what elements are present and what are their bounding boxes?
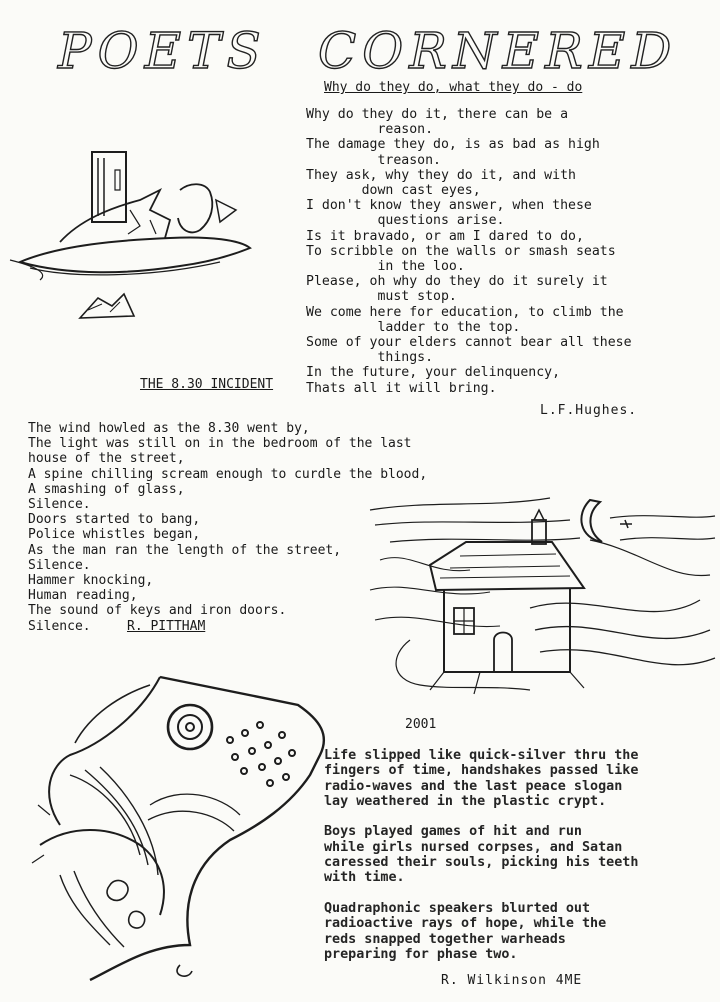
- poem-line: The light was still on in the bedroom of the last: [28, 436, 412, 452]
- poem-line: The damage they do, is as bad as high: [306, 137, 600, 153]
- poem-line: must stop.: [306, 289, 457, 305]
- poem-two-author: R. PITTHAM: [127, 619, 206, 634]
- poem-line: The sound of keys and iron doors.: [28, 603, 287, 619]
- poem-line: [324, 809, 638, 824]
- poem-line: [324, 886, 638, 901]
- poem-line: Boys played games of hit and run: [324, 824, 582, 840]
- headline-left: POETS: [58, 22, 267, 80]
- poem-one-author: L.F.Hughes.: [540, 403, 638, 418]
- poem-line: lay weathered in the plastic crypt.: [324, 793, 607, 809]
- poem-three-author: R. Wilkinson 4ME: [441, 973, 583, 988]
- poem-line: I don't know they answer, when these: [306, 198, 592, 214]
- poem-line: Police whistles began,: [28, 527, 201, 543]
- poem-line: To scribble on the walls or smash seats: [306, 243, 616, 259]
- poem-line: A spine chilling scream enough to curdle the blood,: [28, 466, 428, 482]
- poem-line: Silence.: [28, 497, 91, 513]
- poem-line: As the man ran the length of the street,: [28, 542, 342, 558]
- poem-two-title: THE 8.30 INCIDENT: [140, 377, 274, 392]
- poem-line: Is it bravado, or am I dared to do,: [306, 228, 584, 244]
- smashed-seat-sketch: [0, 150, 260, 330]
- abstract-ink-drawing: [30, 675, 350, 985]
- poem-line: Silence.: [28, 618, 91, 634]
- house-at-night-sketch: [370, 480, 715, 710]
- poem-line: Please, oh why do they do it surely it: [306, 274, 608, 290]
- poem-line: reds snapped together warheads: [324, 931, 566, 947]
- poem-line: We come here for education, to climb the: [306, 304, 624, 320]
- poem-line: Doors started to bang,: [28, 512, 201, 528]
- poem-line: A smashing of glass,: [28, 481, 185, 497]
- poem-line: radioactive rays of hope, while the: [324, 916, 607, 932]
- poem-one-title: Why do they do, what they do - do: [324, 80, 583, 95]
- headline-right: CORNERED: [318, 22, 678, 80]
- poem-line: reason.: [306, 122, 434, 138]
- poem-line: while girls nursed corpses, and Satan: [324, 839, 623, 855]
- poem-three-body: [324, 748, 638, 962]
- poem-line: ladder to the top.: [306, 319, 521, 335]
- poem-line: Thats all it will bring.: [306, 380, 497, 396]
- poem-line: with time.: [324, 870, 405, 886]
- poem-line: Human reading,: [28, 588, 138, 604]
- poem-line: in the loo.: [306, 259, 465, 275]
- poem-line: In the future, your delinquency,: [306, 365, 561, 381]
- poem-line: preparing for phase two.: [324, 946, 518, 962]
- poem-line: radio-waves and the last peace slogan: [324, 778, 623, 794]
- poem-line: questions arise.: [306, 213, 505, 229]
- poem-line: caressed their souls, picking his teeth: [324, 855, 639, 871]
- poem-line: treason.: [306, 152, 441, 168]
- poem-two-body: [28, 421, 427, 634]
- poem-line: down cast eyes,: [306, 183, 481, 199]
- poem-line: Quadraphonic speakers blurted out: [324, 900, 591, 916]
- poem-line: Some of your elders cannot bear all these: [306, 335, 632, 351]
- poem-line: fingers of time, handshakes passed like: [324, 763, 639, 779]
- poem-line: house of the street,: [28, 451, 185, 467]
- poem-line: The wind howled as the 8.30 went by,: [28, 421, 310, 436]
- poem-line: Hammer knocking,: [28, 573, 154, 589]
- poem-one-body: [306, 107, 632, 396]
- poem-line: Silence.: [28, 557, 91, 573]
- drawing-caption: 2001: [405, 717, 437, 732]
- poem-line: things.: [306, 350, 434, 366]
- poem-line: Why do they do it, there can be a: [306, 107, 569, 122]
- poem-line: They ask, why they do it, and with: [306, 167, 576, 183]
- poem-line: Life slipped like quick-silver thru the: [324, 748, 639, 763]
